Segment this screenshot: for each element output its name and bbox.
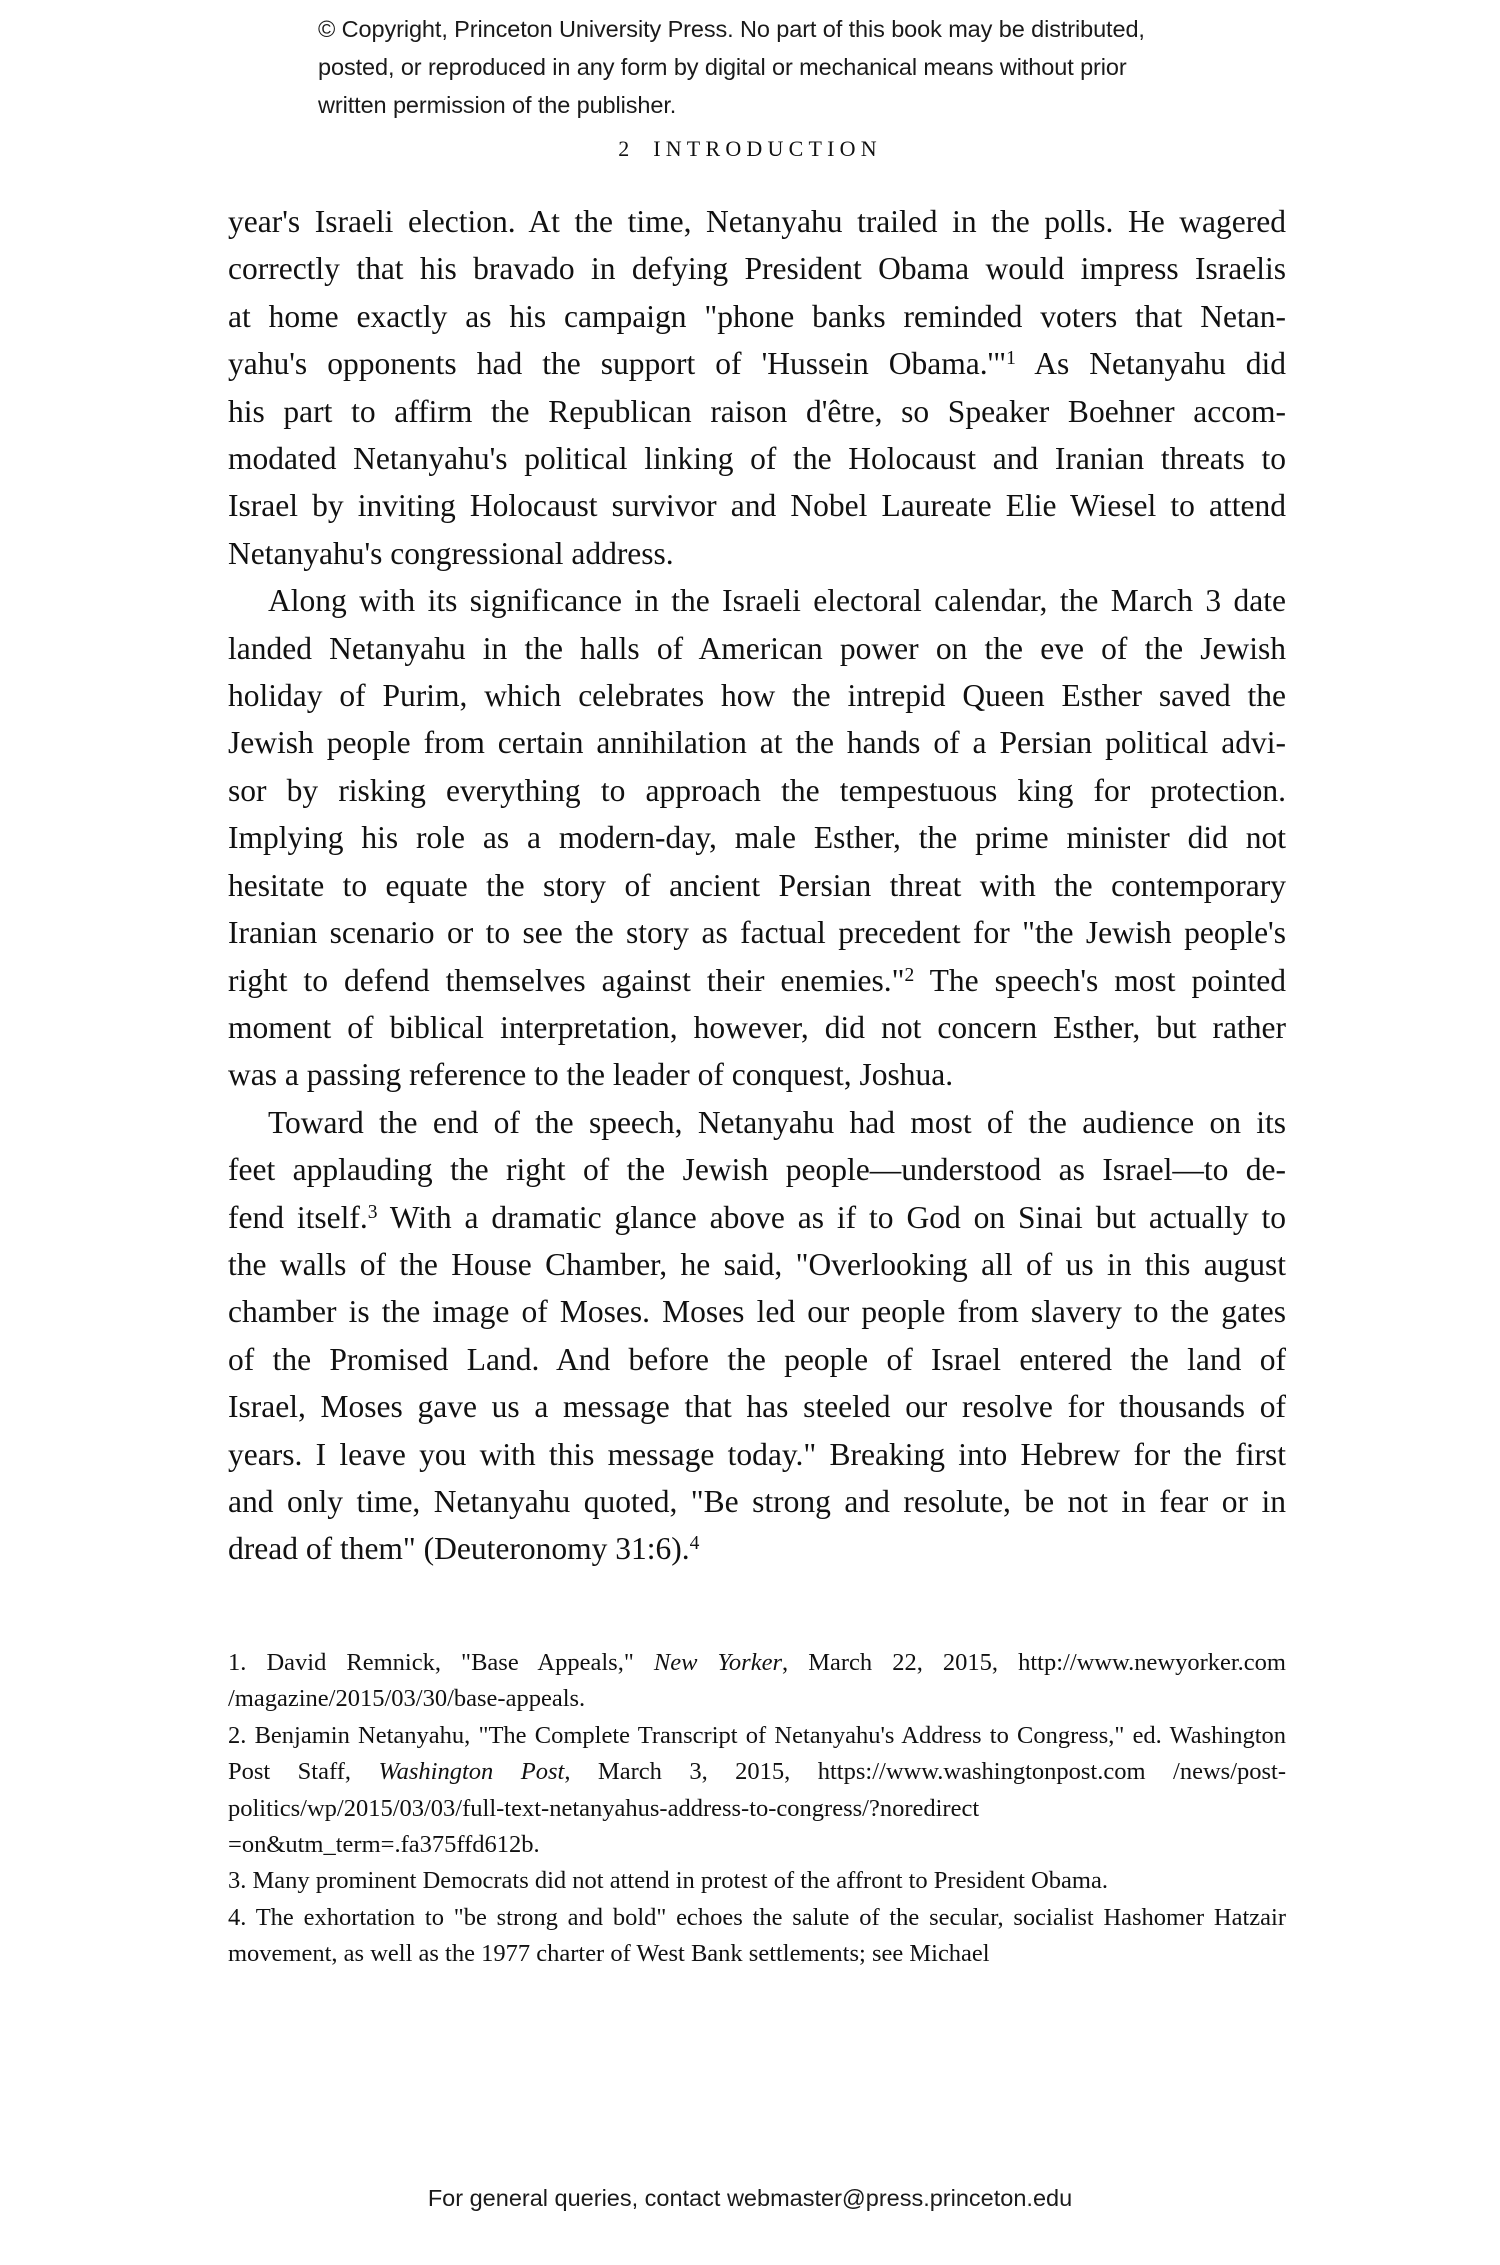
text-line: years. I leave you with this message today." Breaking into Hebrew for the first (228, 1436, 1286, 1472)
text-line: Iranian scenario or to see the story as factual precedent for "the Jewish people's (228, 915, 1286, 951)
footnote-line: 4. The exhortation to "be strong and bold" echoes the salute of the secular, socialist (228, 1903, 1094, 1931)
footnote-ref-1[interactable]: 1 (1006, 348, 1016, 370)
running-head-title: INTRODUCTION (653, 136, 882, 161)
footnote-ref-2[interactable]: 2 (904, 964, 915, 986)
footnote-line: =on&utm_term=.fa375ffd612b. (228, 1831, 540, 1859)
paragraph-2 (228, 577, 1286, 1098)
text-line: Jewish people from certain annihilation at the hands of a Persian political advi- (228, 725, 1286, 761)
footnote-line: Hashomer Hatzair movement, as well as the 1977 charter of West Bank settlements; see Michael (228, 1903, 1287, 1968)
running-head (0, 136, 1500, 162)
text-line: moment of biblical interpretation, however, did not concern Esther, but rather (228, 1009, 1286, 1045)
text-line-with-footnote-ref (228, 340, 1286, 387)
text-fragment: , March 3, 2015, https://www.washingtonpost.com (564, 1758, 1146, 1786)
text-line: chamber is the image of Moses. Moses led our people from slavery to the gates (228, 1294, 1286, 1330)
text-fragment: right to defend themselves against their enemies." (228, 962, 905, 998)
text-line: holiday of Purim, which celebrates how the intrepid Queen Esther saved the (228, 678, 1286, 714)
text-line: sor by risking everything to approach the tempestuous king for protection. (228, 772, 1286, 808)
text-line: landed Netanyahu in the halls of American power on the eve of the Jewish (228, 630, 1286, 666)
copyright-notice: © Copyright, Princeton University Press. No part of this book may be distributed, posted, or reproduced in any form by digital or mechanical means without prior written permission of the publisher. (318, 16, 1145, 118)
publication-title-italic: New Yorker (653, 1649, 782, 1676)
text-line: hesitate to equate the story of ancient Persian threat with the contemporary (228, 867, 1286, 903)
footnote-line (228, 1649, 1286, 1676)
text-fragment: The speech's most pointed (914, 962, 1286, 998)
footnote-line: /magazine/2015/03/30/base-appeals. (228, 1685, 586, 1713)
paragraph-1 (228, 198, 1286, 577)
footnote-line: 2. Benjamin Netanyahu, "The Complete Transcript of Netanyahu's Address to Congress," (228, 1721, 1125, 1749)
text-line: at home exactly as his campaign "phone banks reminded voters that Netan- (228, 298, 1286, 334)
page-folio-number: 2 (618, 136, 632, 161)
paragraph-3 (228, 1099, 1286, 1573)
text-fragment: yahu's opponents had the support of 'Hussein Obama.'" (228, 346, 1007, 382)
text-line-with-footnote-ref (228, 1194, 1286, 1241)
footnote-item-1 (228, 1645, 1286, 1718)
text-line: of the Promised Land. And before the people of Israel entered the land of (228, 1341, 1286, 1377)
body-text (228, 198, 1286, 1573)
footnotes-section (228, 1645, 1286, 1973)
text-fragment: 1. David Remnick, "Base Appeals," (228, 1649, 654, 1676)
text-line: Israel by inviting Holocaust survivor and Nobel Laureate Elie Wiesel to attend (228, 488, 1286, 524)
text-fragment: As Netanyahu did (1015, 346, 1287, 382)
text-fragment: fend itself. (228, 1199, 368, 1235)
text-line: Implying his role as a modern-day, male Esther, the prime minister did not (228, 820, 1286, 856)
text-fragment: With a dramatic glance above as if to God on Sinai but actually to (377, 1199, 1286, 1235)
text-line-with-footnote-ref (228, 1525, 1286, 1572)
text-fragment: , March 22, 2015, http://www.newyorker.com (782, 1649, 1286, 1676)
text-line: modated Netanyahu's political linking of the Holocaust and Iranian threats to (228, 441, 1286, 477)
text-line: Toward the end of the speech, Netanyahu had most of the audience on its (268, 1104, 1286, 1140)
footnote-line: /news/post-politics/wp/2015/03/03/full-text-netanyahus-address-to-congress/?noredirect (228, 1758, 1286, 1822)
text-line-with-footnote-ref (228, 957, 1286, 1004)
footnote-line: 3. Many prominent Democrats did not attend in protest of the affront to President Obama. (228, 1867, 1108, 1895)
footnote-item-4 (228, 1900, 1286, 1973)
text-line: year's Israeli election. At the time, Netanyahu trailed in the polls. He wagered (228, 204, 1286, 239)
text-line: Israel, Moses gave us a message that has steeled our resolve for thousands of (228, 1389, 1286, 1425)
footnote-ref-4[interactable]: 4 (689, 1533, 700, 1555)
text-line: Netanyahu's congressional address. (228, 535, 674, 571)
text-line: his part to affirm the Republican raison d'être, so Speaker Boehner accom- (228, 393, 1286, 429)
text-line: the walls of the House Chamber, he said, "Overlooking all of us in this august (228, 1246, 1286, 1282)
text-line: feet applauding the right of the Jewish people—understood as Israel—to de- (228, 1152, 1286, 1188)
footnote-item-3 (228, 1863, 1286, 1899)
text-line: Along with its significance in the Israeli electoral calendar, the March 3 date (268, 583, 1286, 619)
text-line: correctly that his bravado in defying President Obama would impress Israelis (228, 251, 1286, 287)
publication-title-italic: Washington Post (378, 1758, 565, 1786)
text-fragment: dread of them" (Deuteronomy 31:6). (228, 1531, 690, 1567)
footnote-ref-3[interactable]: 3 (367, 1201, 378, 1223)
footnote-item-2 (228, 1718, 1286, 1864)
page-footer: For general queries, contact webmaster@press.princeton.edu (427, 2185, 1073, 2211)
text-line: and only time, Netanyahu quoted, "Be strong and resolute, be not in fear or in (228, 1483, 1286, 1519)
text-line: was a passing reference to the leader of conquest, Joshua. (228, 1057, 954, 1093)
text-fragment: ed. Washington Post Staff, (228, 1721, 1286, 1786)
